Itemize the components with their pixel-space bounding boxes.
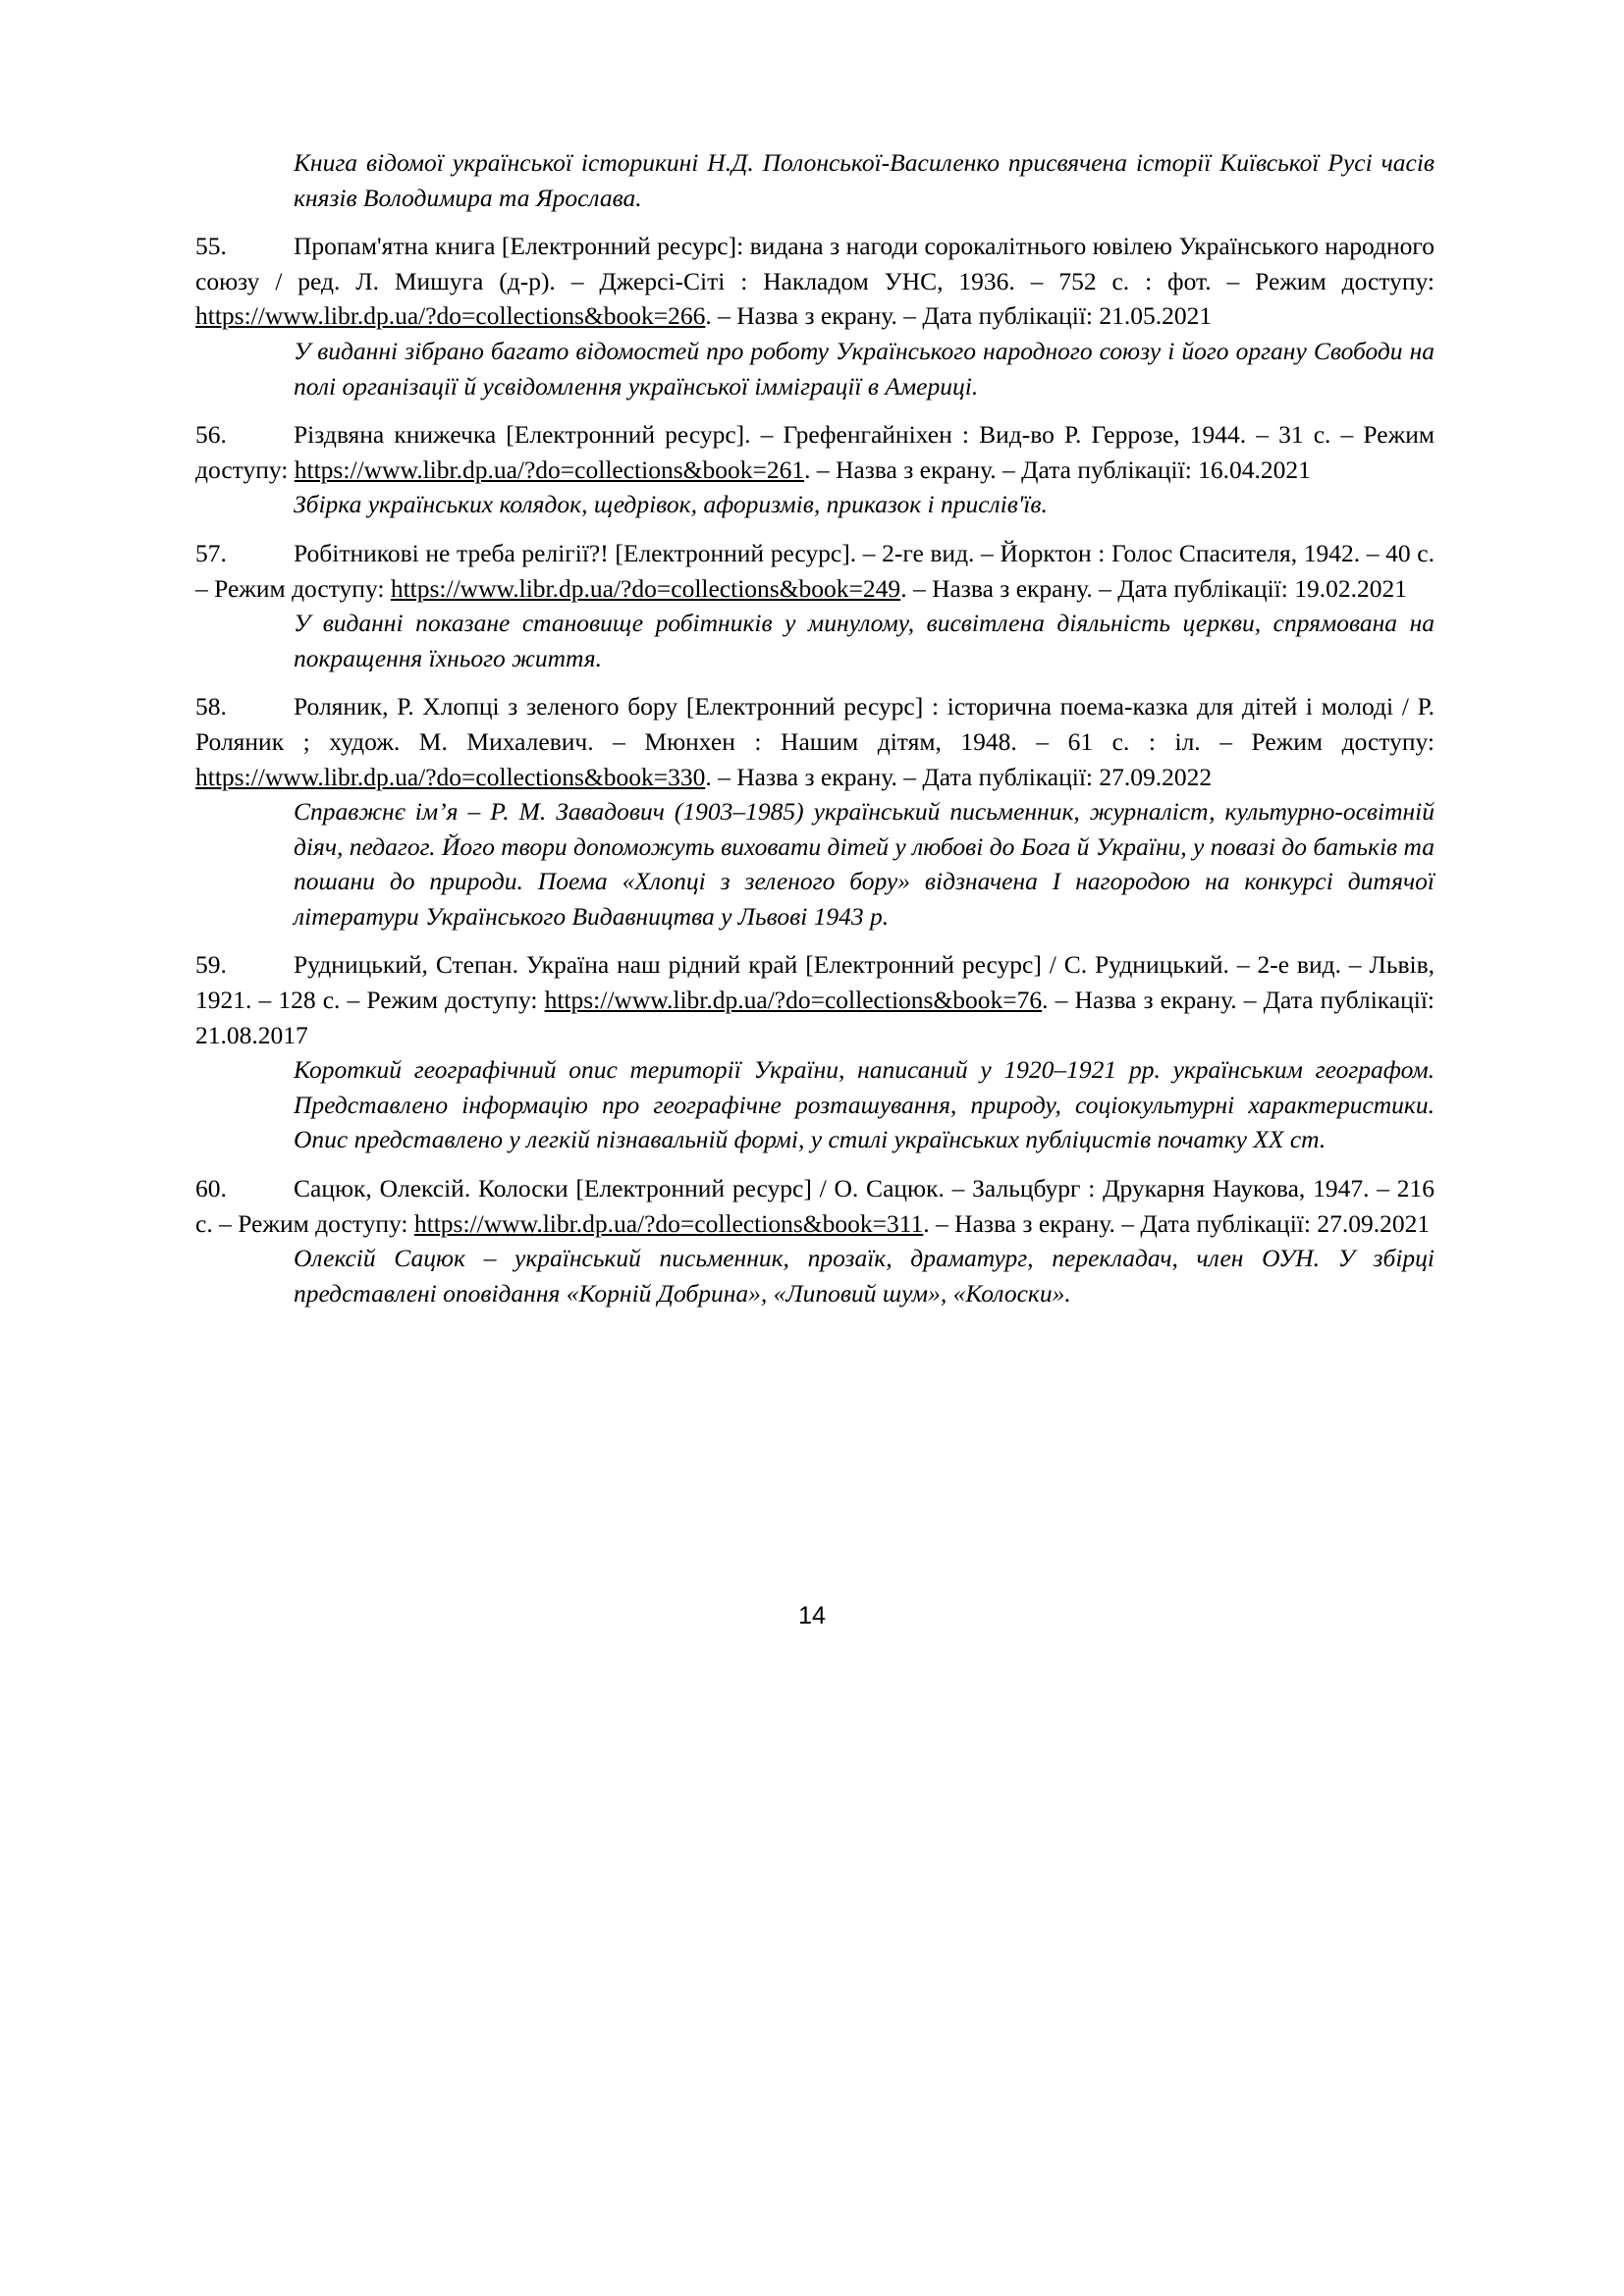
entry-number: 60. — [195, 1174, 227, 1203]
bibliography-entry-59 — [195, 947, 1435, 1157]
entry-number: 58. — [195, 692, 227, 721]
entry-citation — [195, 689, 1435, 794]
entry-number: 56. — [195, 420, 227, 450]
entry-number: 57. — [195, 538, 227, 567]
entry-number: 59. — [195, 950, 227, 980]
entry-number: 55. — [195, 232, 227, 261]
citation-link[interactable]: https://www.libr.dp.ua/?do=collections&book=249 — [390, 573, 901, 603]
citation-link[interactable]: https://www.libr.dp.ua/?do=collections&book=76 — [544, 986, 1043, 1015]
citation-tail: . – Назва з екрану. – Дата публікації: 27.09.2022 — [705, 762, 1213, 791]
citation-link[interactable]: https://www.libr.dp.ua/?do=collections&book=330 — [195, 762, 706, 791]
entry-annotation: Короткий географічний опис території України, написаний у 1920–1921 рр. українським географом. Представлено інформацію про географічне розташування, природу, соціокультурні характеристики. Опис представлено у легкій пізнавальній формі, у стилі українських публіцистів початку XX ст. — [294, 1055, 1435, 1154]
document-page — [195, 145, 1435, 1310]
entry-annotation: У виданні зібрано багато відомостей про роботу Українського народного союзу і його органу Свободи на полі організації й усвідомлення української імміграції в Америці. — [294, 336, 1435, 400]
citation-link[interactable]: https://www.libr.dp.ua/?do=collections&book=311 — [413, 1208, 924, 1238]
bibliography-entry-55 — [195, 229, 1435, 403]
entry-annotation: Збірка українських колядок, щедрівок, афоризмів, приказок і прислів'їв. — [294, 490, 1048, 519]
entry-citation — [195, 536, 1435, 606]
intro-annotation: Книга відомої української історикині Н.Д. Полонської-Василенко присвячена історії Київської Русі часів князів Володимира та Ярослава. — [294, 148, 1435, 212]
citation-text: Сацюк, Олексій. Колоски [Електронний ресурс] / О. Сацюк. – Зальцбург : Друкарня Наукова, 1947. – 216 с. – Режим доступу: — [195, 1174, 1435, 1238]
citation-tail: . – Назва з екрану. – Дата публікації: 19.02.2021 — [900, 573, 1407, 603]
citation-text: Різдвяна книжечка [Електронний ресурс]. – Грефенгайніхен : Вид-во Р. Геррозе, 1944. – 31 с. – Режим доступу: — [195, 420, 1435, 484]
citation-tail: . – Назва з екрану. – Дата публікації: 16.04.2021 — [804, 454, 1311, 484]
entry-citation — [195, 417, 1435, 487]
bibliography-entry-58 — [195, 689, 1435, 934]
citation-link[interactable]: https://www.libr.dp.ua/?do=collections&book=266 — [195, 301, 706, 331]
citation-text: Робітникові не треба релігії?! [Електронний ресурс]. – 2-ге вид. – Йорктон : Голос Спасителя, 1942. – 40 с. – Режим доступу: — [195, 538, 1435, 603]
entry-annotation: Олексій Сацюк – український письменник, прозаїк, драматург, перекладач, член ОУН. У збірці представлені оповідання «Корній Добрина», «Липовий шум», «Колоски». — [294, 1244, 1435, 1308]
citation-tail: . – Назва з екрану. – Дата публікації: 21.05.2021 — [705, 301, 1213, 331]
entry-citation — [195, 1171, 1435, 1241]
citation-link[interactable]: https://www.libr.dp.ua/?do=collections&book=261 — [294, 454, 805, 484]
entry-citation — [195, 947, 1435, 1052]
entry-annotation: Справжнє ім’я – Р. М. Завадович (1903–1985) український письменник, журналіст, культурно-освітній діяч, педагог. Його твори допоможуть виховати дітей у любові до Бога й України, у повазі до батьків та пошани до природи. Поема «Хлопці з зеленого бору» відзначена I нагородою на конкурсі дитячої літератури Українського Видавництва у Львові 1943 р. — [294, 797, 1435, 931]
citation-text: Пропам'ятна книга [Електронний ресурс]: видана з нагоди сорокалітнього ювілею Українського народного союзу / ред. Л. Мишуга (д-р). – Джерсі-Сіті : Накладом УНС, 1936. – 752 с. : фот. – Режим доступу: — [195, 232, 1435, 295]
entry-citation — [195, 229, 1435, 334]
bibliography-entry-60 — [195, 1171, 1435, 1310]
bibliography-entry-56 — [195, 417, 1435, 522]
citation-text: Роляник, Р. Хлопці з зеленого бору [Електронний ресурс] : історична поема-казка для дітей і молоді / Р. Роляник ; худож. М. Михалевич. – Мюнхен : Нашим дітям, 1948. – 61 с. : іл. – Режим доступу: — [195, 692, 1435, 756]
page-number: 14 — [798, 1602, 826, 1629]
citation-tail: . – Назва з екрану. – Дата публікації: 27.09.2021 — [923, 1208, 1431, 1238]
citation-text: Рудницький, Степан. Україна наш рідний край [Електронний ресурс] / С. Рудницький. – 2-е вид. – Львів, 1921. – 128 с. – Режим доступу: — [195, 950, 1435, 1015]
bibliography-entry-57 — [195, 536, 1435, 675]
citation-tail: . – Назва з екрану. – Дата публікації: 21.08.2017 — [195, 986, 1435, 1049]
entry-annotation: У виданні показане становище робітників у минулому, висвітлена діяльність церкви, спрямована на покращення їхнього життя. — [294, 609, 1435, 672]
